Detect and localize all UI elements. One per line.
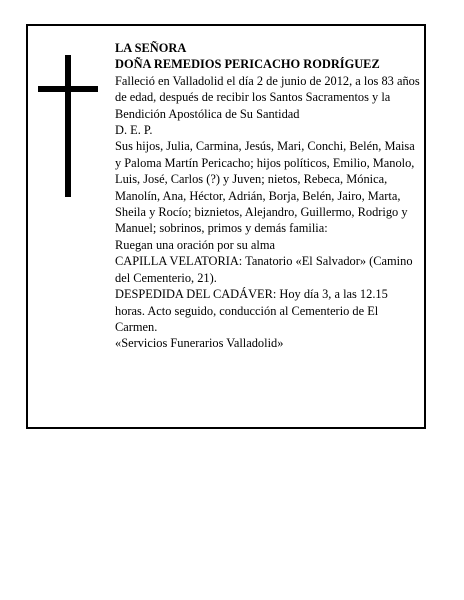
cross-horizontal-bar <box>38 86 98 92</box>
cross-vertical-bar <box>65 55 71 197</box>
death-announcement: Falleció en Valladolid el día 2 de junio de 2012, a los 83 años de edad, después de recibir los Santos Sacramentos y la Bendición Apostólica de Su Santidad <box>115 73 420 121</box>
latin-cross-icon <box>38 55 98 197</box>
rest-in-peace: D. E. P. <box>115 123 153 138</box>
notice-heading: LA SEÑORA <box>115 41 187 55</box>
funeral-service-credit: «Servicios Funerarios Valladolid» <box>115 336 284 351</box>
deceased-name: DOÑA REMEDIOS PERICACHO RODRÍGUEZ <box>115 57 380 72</box>
obituary-notice <box>26 24 426 429</box>
wake-location: CAPILLA VELATORIA: Tanatorio «El Salvador» (Camino del Cementerio, 21). <box>115 254 413 285</box>
funeral-details: DESPEDIDA DEL CADÁVER: Hoy día 3, a las 12.15 horas. Acto seguido, conducción al Cementerio de El Carmen. <box>115 287 388 334</box>
obituary-text <box>115 40 420 352</box>
prayer-request: Ruegan una oración por su alma <box>115 237 275 252</box>
family-list: Sus hijos, Julia, Carmina, Jesús, Mari, Conchi, Belén, Maisa y Paloma Martín Pericacho; hijos políticos, Emilio, Manolo, Luis, José, Carlos (?) y Juven; nietos, Rebeca, Mónica, Manolín, Ana, Héctor, Adrián, Borja, Belén, Jairo, Marta, Sheila y Rocío; biznietos, Alejandro, Guillermo, Rodrigo y Manuel; sobrinos, primos y demás familia: <box>115 139 415 236</box>
